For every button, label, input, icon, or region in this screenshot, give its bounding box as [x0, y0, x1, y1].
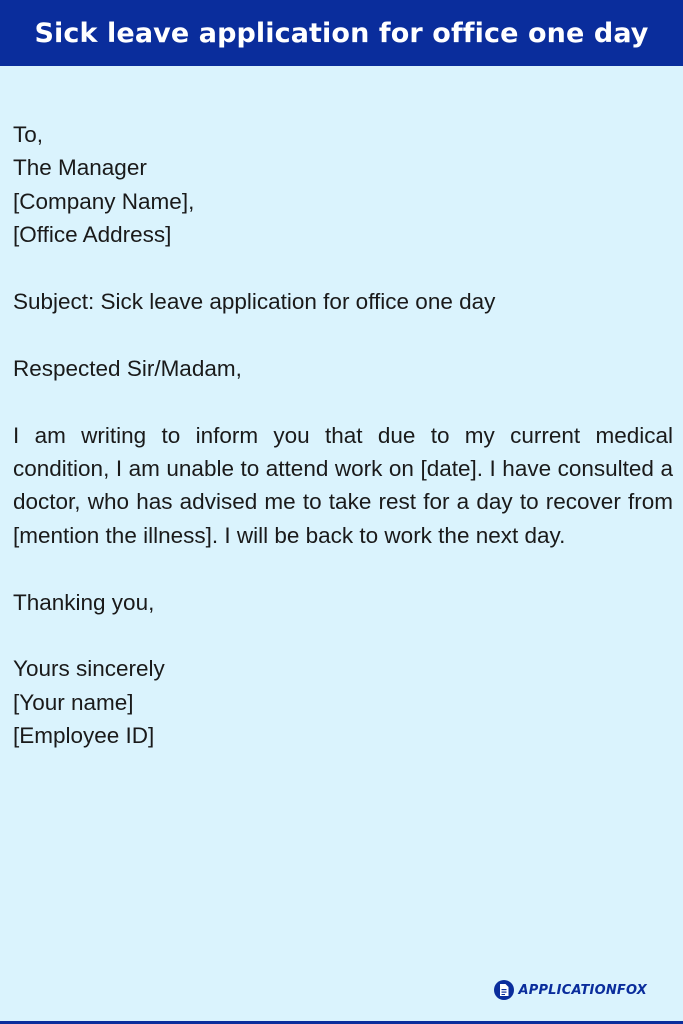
letter-salutation: Respected Sir/Madam, — [13, 355, 242, 381]
page-title: Sick leave application for office one day — [34, 17, 649, 49]
letter-recipient: The Manager — [13, 155, 147, 181]
letter-body — [13, 118, 673, 753]
letter-name: [Your name] — [13, 689, 134, 715]
spacer — [13, 552, 673, 585]
brand-name: APPLICATIONFOX — [518, 982, 647, 998]
letter-to: To, — [13, 122, 44, 147]
letter-address: [Office Address] — [13, 222, 172, 248]
letter-paragraph: I am writing to inform you that due to my current medical condition, I am unable to attend work on [date]. I have consulted a doctor, who has advised me to take rest for a day to recover from [mention the illness]. I will be back to work the next day. — [13, 422, 673, 548]
letter-employee-id: [Employee ID] — [13, 723, 155, 749]
spacer — [13, 318, 673, 351]
spacer — [13, 619, 673, 652]
letter-company: [Company Name], — [13, 188, 195, 214]
document-icon — [494, 980, 514, 1000]
spacer — [13, 385, 673, 418]
letter-closing: Yours sincerely — [13, 656, 165, 682]
letter-subject: Subject: Sick leave application for office one day — [13, 289, 496, 315]
header-banner — [0, 0, 683, 66]
spacer — [13, 252, 673, 285]
letter-thanks: Thanking you, — [13, 589, 155, 615]
brand-logo — [494, 980, 647, 1000]
